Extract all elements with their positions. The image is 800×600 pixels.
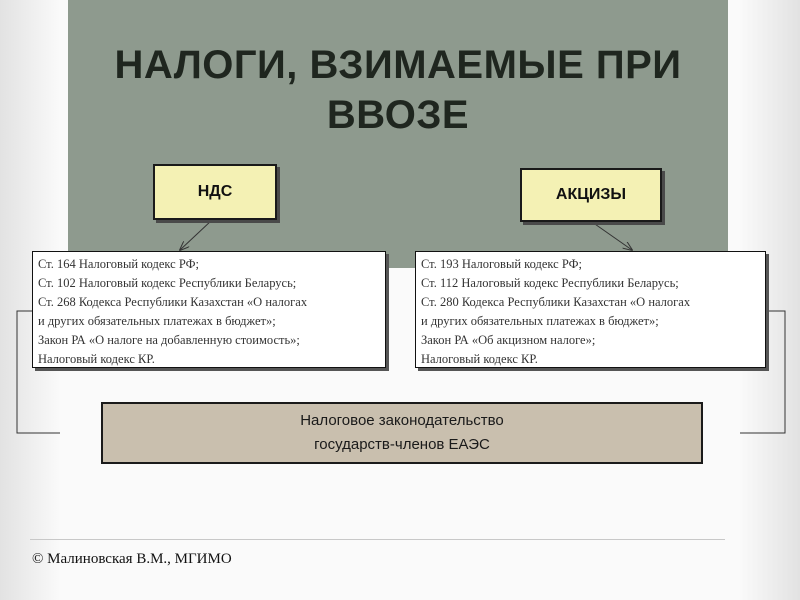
vat-law-line: Закон РА «О налоге на добавленную стоимость»; (38, 333, 300, 347)
vat-law-line: Ст. 164 Налоговый кодекс РФ; (38, 257, 199, 271)
footer-divider (30, 539, 725, 540)
vat-law-line: Ст. 268 Кодекса Республики Казахстан «О налогах (38, 295, 308, 309)
excise-box: АКЦИЗЫ (520, 168, 662, 222)
eaeu-legislation-box (101, 402, 703, 464)
slide-title: НАЛОГИ, ВЗИМАЕМЫЕ ПРИ ВВОЗЕ (114, 43, 682, 137)
vat-law-line: Ст. 102 Налоговый кодекс Республики Беларусь; (38, 276, 297, 290)
excise-law-line: Закон РА «Об акцизном налоге»; (421, 333, 596, 347)
excise-law-line: и других обязательных платежах в бюджет»; (421, 314, 659, 328)
vat-legislation-box (32, 251, 386, 368)
vat-arrow (180, 220, 212, 250)
eaeu-line-2: государств-членов ЕАЭС (314, 436, 490, 453)
excise-law-line: Ст. 280 Кодекса Республики Казахстан «О налогах (421, 295, 691, 309)
vat-box: НДС (153, 164, 277, 220)
footer-copyright: © Малиновская В.М., МГИМО (32, 551, 232, 567)
excise-law-line: Ст. 193 Налоговый кодекс РФ; (421, 257, 582, 271)
excise-law-line: Налоговый кодекс КР. (421, 352, 538, 366)
vat-law-line: Налоговый кодекс КР. (38, 352, 155, 366)
excise-arrow (592, 222, 632, 250)
excise-legislation-box (415, 251, 766, 368)
vat-law-line: и других обязательных платежах в бюджет»; (38, 314, 276, 328)
excise-law-line: Ст. 112 Налоговый кодекс Республики Беларусь; (421, 276, 679, 290)
eaeu-line-1: Налоговое законодательство (300, 412, 504, 429)
